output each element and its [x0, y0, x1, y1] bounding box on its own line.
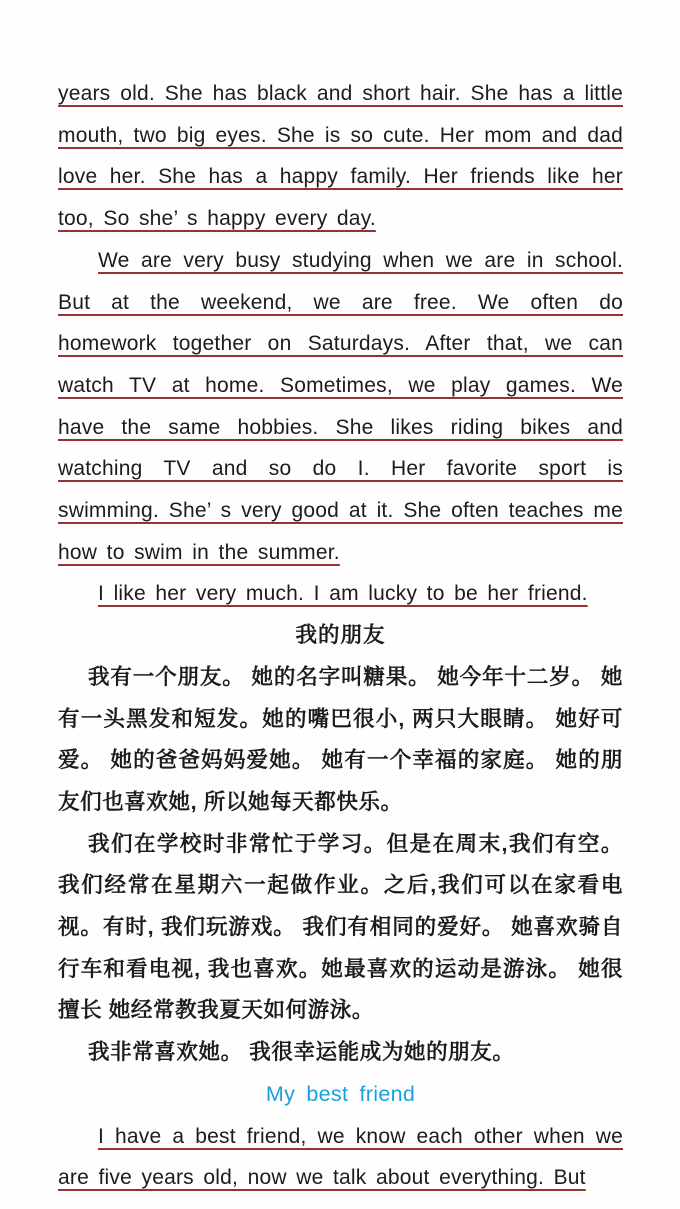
english-essay-paragraph-continuation: years old. She has black and short hair. She has a little mouth, two big eyes. She is so cute. Her mom and dad love her. She has a happy family. Her friends like her too, So she’ s happy every day.: [58, 82, 623, 231]
chinese-translation-paragraph: 我有一个朋友。 她的名字叫糖果。 她今年十二岁。 她有一头黑发和短发。她的嘴巴很小, 两只大眼睛。 她好可爱。 她的爸爸妈妈爱她。 她有一个幸福的家庭。 她的朋友们也喜欢她, 所以她每天都快乐。: [58, 664, 623, 814]
english-essay-paragraph: I like her very much. I am lucky to be her friend.: [98, 582, 588, 606]
chinese-translation-paragraph: 我非常喜欢她。 我很幸运能成为她的朋友。: [88, 1040, 515, 1065]
chinese-translation-title: 我的朋友: [295, 623, 386, 648]
chinese-translation-paragraph: 我们在学校时非常忙于学习。但是在周末,我们有空。我们经常在星期六一起做作业。之后,我们可以在家看电视。有时, 我们玩游戏。 我们有相同的爱好。 她喜欢骑自行车和看电视, 我也喜欢。她最喜欢的运动是游泳。 她很擅长 她经常教我夏天如何游泳。: [58, 831, 623, 1023]
english-essay-paragraph: We are very busy studying when we are in school. But at the weekend, we are free. We often do homework together on Saturdays. After that, we can watch TV at home. Sometimes, we play games. We have the same hobbies. She likes riding bikes and watching TV and so do I. Her favorite sport is swimming. She’ s very good at it. She often teaches me how to swim in the summer.: [58, 248, 623, 564]
second-essay-title: My best friend: [265, 1081, 416, 1106]
second-essay-paragraph: I have a best friend, we know each other when we are five years old, now we talk about everything. But: [58, 1124, 623, 1190]
